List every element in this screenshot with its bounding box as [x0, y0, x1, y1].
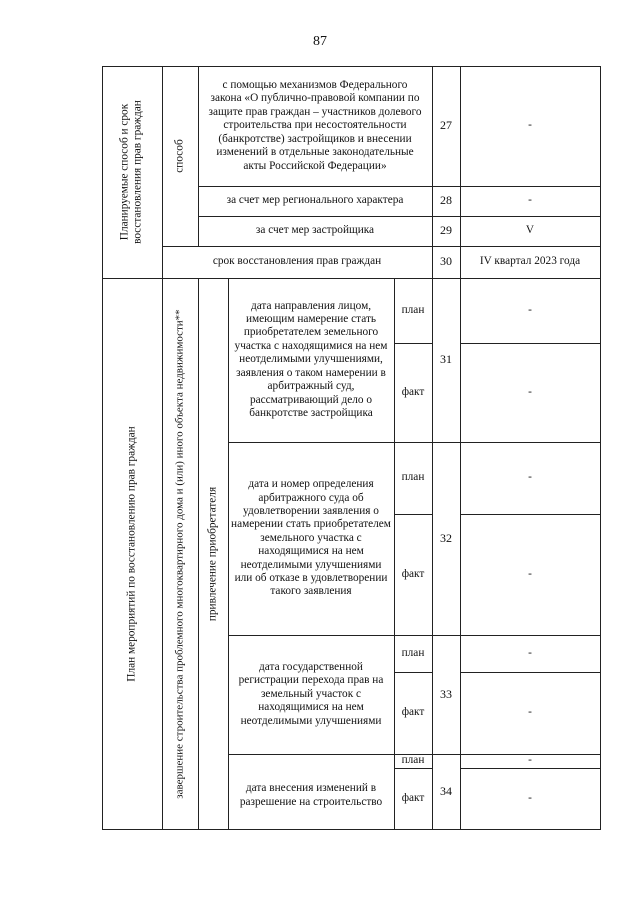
- table-border-right: [600, 66, 601, 830]
- row-33-fact-value: -: [528, 706, 532, 719]
- row-31-fact-label: факт: [401, 385, 425, 398]
- row-31-plan-label: план: [401, 303, 425, 316]
- row-33-plan-label: план: [401, 646, 425, 659]
- row-29-text: за счет мер застройщика: [255, 224, 375, 237]
- page-number: 87: [313, 34, 327, 49]
- row-28-text: за счет мер регионального характера: [226, 194, 404, 207]
- row-30-text: срок восстановления прав граждан: [212, 255, 382, 268]
- row-27-number: 27: [440, 118, 452, 133]
- row-33-text: дата государственной регистрации перехода прав на земельный участок с находящимися на нем неотделимыми улучшениями: [238, 660, 384, 727]
- row-30-number: 30: [440, 254, 452, 269]
- row-34-text: дата внесения изменений в разрешение на строительство: [239, 782, 383, 808]
- row-32-text: дата и номер определения арбитражного суда об удовлетворении заявления о намерении стать приобретателем земельного участка с находящимися на нем неотделимыми улучшениями или об отказе в удовлетворении такого заявления: [231, 478, 391, 598]
- row-32-fact-value: -: [528, 567, 532, 580]
- row-30-value: IV квартал 2023 года: [479, 255, 581, 268]
- completion-label: завершение строительства проблемного многоквартирного дома и (или) иного объекта недвижимости**: [173, 308, 186, 799]
- row-32-fact-label: факт: [401, 567, 425, 580]
- row-31-text: дата направления лицом, имеющим намерение стать приобретателем земельного участка с находящимися на нем неотделимыми улучшениями, заявления о таком намерении в арбитражный суд, рассматривающий дело о банкротстве застройщика: [234, 299, 388, 419]
- row-29-value: V: [525, 224, 535, 237]
- row-32-plan-label: план: [401, 471, 425, 484]
- row-33-fact-label: факт: [401, 706, 425, 719]
- row-33-plan-value: -: [528, 646, 532, 659]
- table-border-bottom: [102, 829, 601, 830]
- row-28-number: 28: [440, 193, 452, 208]
- row-32-number: 32: [440, 530, 452, 545]
- row-32-plan-value: -: [528, 471, 532, 484]
- row-34-plan-value: -: [528, 754, 532, 767]
- row-27-text: с помощью механизмов Федерального закона «О публично-правовой компании по защите прав граждан – участников долевого строительства при несостоятельности (банкротстве) застройщиков и внесении изменений в отдельные законодательные акты Российской Федерации»: [208, 79, 422, 172]
- row-27-value: -: [528, 119, 532, 132]
- row-34-number: 34: [440, 783, 452, 798]
- method-label: способ: [173, 139, 186, 173]
- row-31-fact-value: -: [528, 385, 532, 398]
- row-33-number: 33: [440, 686, 452, 701]
- row-31-number: 31: [440, 352, 452, 367]
- row-34-plan-label: план: [401, 754, 425, 767]
- row-34-fact-value: -: [528, 791, 532, 804]
- row-29-number: 29: [440, 223, 452, 238]
- row-31-plan-value: -: [528, 303, 532, 316]
- row-28-value: -: [528, 194, 532, 207]
- section-restore-label: Планируемые способ и срок восстановления прав граждан: [118, 100, 144, 244]
- acquirer-label: привлечение приобретателя: [206, 486, 219, 621]
- section-plan-label: План мероприятий по восстановлению прав граждан: [125, 425, 138, 682]
- row-34-fact-label: факт: [401, 791, 425, 804]
